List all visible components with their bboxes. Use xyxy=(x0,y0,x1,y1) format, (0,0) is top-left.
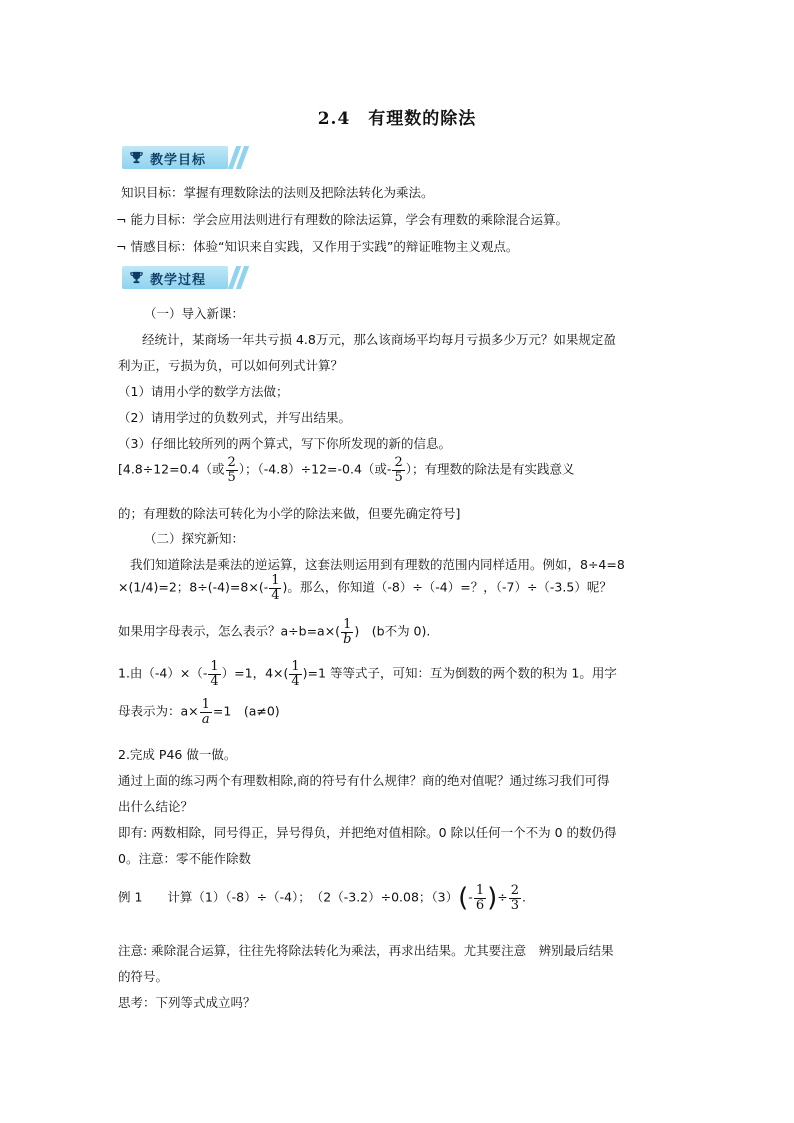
intro-answer-line2: 的；有理数的除法可转化为小学的除法来做，但要先确定符号] xyxy=(118,506,461,521)
fraction-one-over-b: $\frac{1}{b}$ xyxy=(343,617,352,647)
intro-paragraph-line2: 利为正，亏损为负，可以如何列式计算？ xyxy=(118,358,344,373)
intro-question-2: （2）请用学过的负数列式，并写出结果。 xyxy=(118,410,351,425)
fraction-two-thirds: $\frac{2}{3}$ xyxy=(510,883,520,913)
think-prompt: 思考：下列等式成立吗？ xyxy=(118,995,256,1010)
explore-question-line2: 出什么结论？ xyxy=(118,799,194,814)
trophy-icon xyxy=(129,270,144,285)
intro-paragraph-line1: 经统计，某商场一年共亏损 4.8万元，那么该商场平均每月亏损多少万元？如果规定盈 xyxy=(142,332,616,347)
intro-answer-line1: [4.8÷12=0.4（或 $\frac{2}{5}$ ）；（-4.8）÷12=-0.4（或- $\frac{2}{5}$ ）；有理数的除法是有实践意义 xyxy=(118,455,575,485)
note-line1: 注意: 乘除混合运算，往往先将除法转化为乘法，再求出结果。尤其要注意 辨别最后结果 xyxy=(118,943,614,958)
fraction-one-quarter: $\frac{1}{4}$ xyxy=(271,573,280,603)
section-banner-goals xyxy=(122,146,246,169)
section-banner-process xyxy=(122,266,246,289)
section-label-goals: 教学目标 xyxy=(150,153,207,168)
division-rule-line2: 0。注意：零不能作除数 xyxy=(118,851,251,866)
division-rule-line1: 即有: 两数相除，同号得正，异号得负，并把绝对值相除。0 除以任何一个不为 0 的数仍得 xyxy=(118,825,617,840)
goal-emotion: ¬ 情感目标：体验“知识来自实践，又作用于实践”的辩证唯物主义观点。 xyxy=(116,239,519,254)
explore-letter-form: 如果用字母表示，怎么表示？a÷b=a×( $\frac{1}{b}$ ) (b不为 0). xyxy=(118,617,431,647)
intro-question-3: （3）仔细比较所列的两个算式，写下你所发现的新的信息。 xyxy=(118,436,451,451)
page-title: 2.4 有理数的除法 xyxy=(317,109,477,129)
explore-paragraph-line2: ×(1/4)=2；8÷(-4)=8×(- $\frac{1}{4}$ )。那么，你知道（-8）÷（-4）=？，（-7）÷（-3.5）呢？ xyxy=(118,573,612,603)
example-1: 例 1 计算（1）（-8）÷（-4）； （2（-3.2）÷0.08；（3）(- $\frac{1}{6}$ )÷ $\frac{2}{3}$ . xyxy=(118,883,526,914)
section-label-process: 教学过程 xyxy=(150,273,207,288)
explore-item-2: 2.完成 P46 做一做。 xyxy=(118,747,237,762)
explore-paragraph-line1: 我们知道除法是乘法的逆运算，这套法则运用到有理数的范围内同样适用。例如，8÷4=8 xyxy=(130,557,625,572)
trophy-icon xyxy=(129,150,144,165)
explore-question-line1: 通过上面的练习两个有理数相除,商的符号有什么规律？商的绝对值呢？通过练习我们可得 xyxy=(118,773,610,788)
fraction-one-over-a: $\frac{1}{a}$ xyxy=(201,697,210,727)
note-line2: 的符号。 xyxy=(118,969,169,984)
fraction-one-quarter: $\frac{1}{4}$ xyxy=(210,659,219,689)
fraction-two-fifths: $\frac{2}{5}$ xyxy=(227,455,236,485)
goal-knowledge: 知识目标：掌握有理数除法的法则及把除法转化为乘法。 xyxy=(121,185,434,200)
intro-question-1: （1）请用小学的数学方法做； xyxy=(118,384,289,399)
explore-heading: （二）探究新知： xyxy=(144,531,245,546)
explore-item-1: 1.由（-4）×（- $\frac{1}{4}$ ）=1，4×( $\frac{1}{4}$ )=1 等等式子，可知：互为倒数的两个数的积为 1。用字 xyxy=(118,659,617,689)
fraction-two-fifths: $\frac{2}{5}$ xyxy=(394,455,403,485)
intro-heading: （一）导入新课： xyxy=(144,306,245,321)
fraction-one-quarter: $\frac{1}{4}$ xyxy=(291,659,300,689)
explore-item-1-letter: 母表示为：a× $\frac{1}{a}$ =1 (a≠0) xyxy=(118,697,280,727)
goal-ability: ¬ 能力目标：学会应用法则进行有理数的除法运算，学会有理数的乘除混合运算。 xyxy=(116,212,568,227)
fraction-one-sixth: $\frac{1}{6}$ xyxy=(475,883,485,913)
